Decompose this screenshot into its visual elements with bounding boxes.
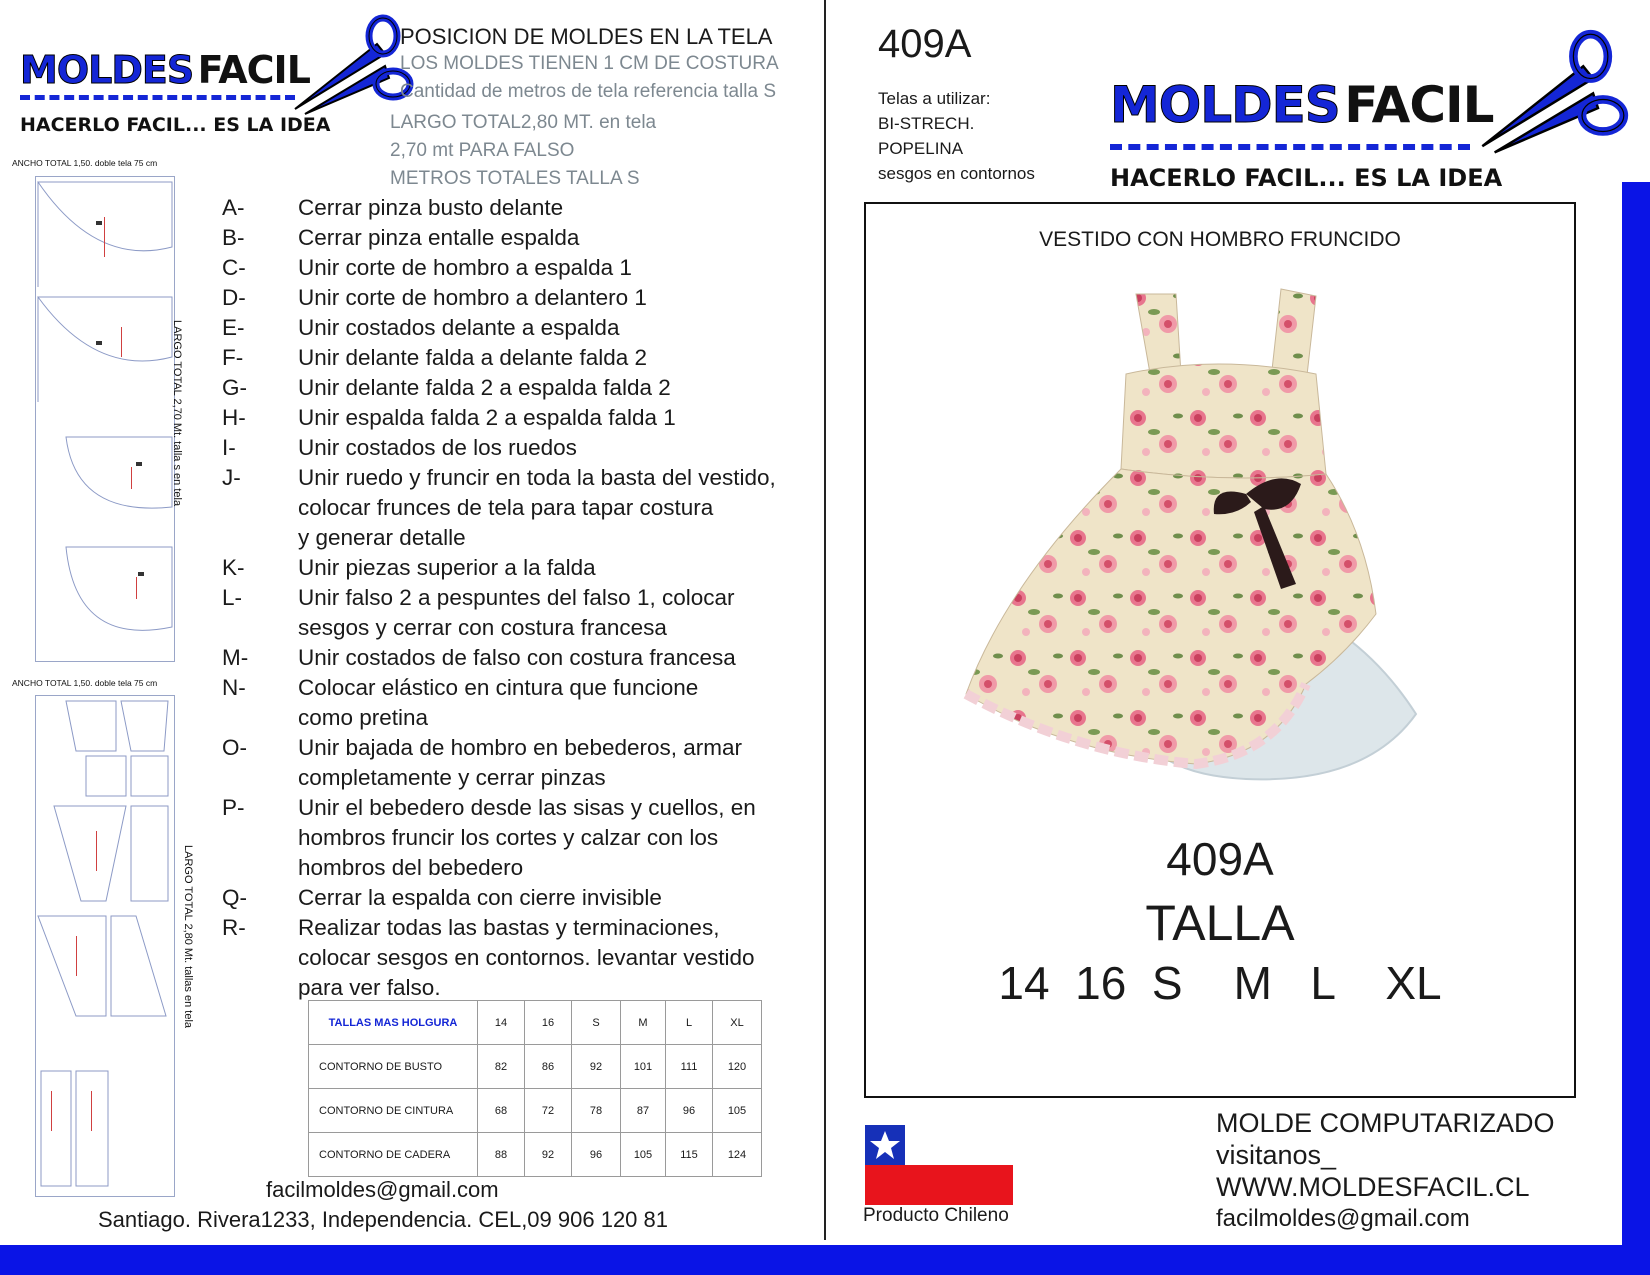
assembly-step bbox=[222, 883, 802, 913]
info-reference: Cantidad de metros de tela referencia talla S bbox=[400, 81, 776, 102]
assembly-step bbox=[222, 373, 802, 403]
assembly-step bbox=[222, 673, 802, 733]
step-line: Cerrar pinza busto delante bbox=[298, 195, 564, 220]
step-key: N- bbox=[222, 675, 246, 700]
step-key: M- bbox=[222, 645, 249, 670]
footer-computarizado: MOLDE COMPUTARIZADO bbox=[1216, 1108, 1555, 1138]
step-text bbox=[298, 913, 802, 1003]
layout1-width-label: ANCHO TOTAL 1,50. doble tela 75 cm bbox=[12, 158, 158, 168]
measure-value: 111 bbox=[666, 1045, 713, 1089]
size-column-header: XL bbox=[713, 1001, 762, 1045]
step-key: H- bbox=[222, 405, 246, 430]
assembly-step bbox=[222, 553, 802, 583]
step-key: Q- bbox=[222, 885, 247, 910]
pattern-layout-2 bbox=[35, 695, 175, 1197]
step-key: C- bbox=[222, 255, 246, 280]
step-text bbox=[298, 313, 802, 343]
step-text bbox=[298, 463, 802, 553]
contact-email-left: facilmoldes@gmail.com bbox=[266, 1177, 499, 1202]
step-line: Unir espalda falda 2 a espalda falda 1 bbox=[298, 405, 676, 430]
assembly-step bbox=[222, 283, 802, 313]
footer-email[interactable]: facilmoldes@gmail.com bbox=[1216, 1205, 1470, 1232]
origin-label: Producto Chileno bbox=[863, 1205, 1009, 1226]
measure-label: CONTORNO DE CADERA bbox=[309, 1133, 478, 1177]
assembly-step bbox=[222, 343, 802, 373]
logo-facil-text: FACIL bbox=[197, 48, 310, 92]
size-column-header: 16 bbox=[525, 1001, 572, 1045]
size-column-header: 14 bbox=[478, 1001, 525, 1045]
cover-code: 409A bbox=[1166, 833, 1274, 885]
step-key: B- bbox=[222, 225, 245, 250]
measure-value: 92 bbox=[572, 1045, 621, 1089]
step-key: E- bbox=[222, 315, 245, 340]
pattern-pieces-2 bbox=[36, 696, 174, 1196]
step-line: Unir el bebedero desde las sisas y cuellos, en bbox=[298, 795, 756, 820]
measure-value: 105 bbox=[713, 1089, 762, 1133]
assembly-step bbox=[222, 583, 802, 643]
step-text bbox=[298, 733, 802, 793]
size-column-header: L bbox=[666, 1001, 713, 1045]
pattern-pieces-1 bbox=[36, 177, 174, 661]
size-column-header: M bbox=[621, 1001, 666, 1045]
assembly-step bbox=[222, 253, 802, 283]
assembly-step bbox=[222, 463, 802, 553]
scissors-icon-right bbox=[1470, 27, 1630, 167]
measure-value: 82 bbox=[478, 1045, 525, 1089]
measure-value: 124 bbox=[713, 1133, 762, 1177]
step-text bbox=[298, 643, 802, 673]
fabrics-info bbox=[878, 86, 1035, 186]
step-line: completamente y cerrar pinzas bbox=[298, 765, 606, 790]
step-line: Unir corte de hombro a espalda 1 bbox=[298, 255, 632, 280]
size-table-header-row bbox=[309, 1001, 762, 1045]
size-column-header: S bbox=[572, 1001, 621, 1045]
table-row bbox=[309, 1089, 762, 1133]
step-line: Unir corte de hombro a delantero 1 bbox=[298, 285, 647, 310]
measure-value: 72 bbox=[525, 1089, 572, 1133]
step-key: O- bbox=[222, 735, 247, 760]
fabric-2: POPELINA bbox=[878, 139, 964, 158]
info-lining: 2,70 mt PARA FALSO bbox=[390, 140, 575, 161]
scissors-icon bbox=[285, 14, 415, 124]
assembly-step bbox=[222, 913, 802, 1003]
layout-title: POSICION DE MOLDES EN LA TELA bbox=[400, 24, 773, 49]
cover-title: VESTIDO CON HOMBRO FRUNCIDO bbox=[1039, 228, 1401, 251]
tagline-right: HACERLO FACIL... ES LA IDEA bbox=[1110, 164, 1503, 192]
bottom-accent-bar bbox=[0, 1245, 1650, 1275]
step-text bbox=[298, 433, 802, 463]
step-line: Realizar todas las bastas y terminaciones, bbox=[298, 915, 720, 940]
right-accent-bar bbox=[1622, 182, 1650, 1245]
info-length: LARGO TOTAL2,80 MT. en tela bbox=[390, 112, 657, 133]
measure-value: 96 bbox=[666, 1089, 713, 1133]
measure-value: 88 bbox=[478, 1133, 525, 1177]
cover-frame bbox=[864, 202, 1576, 1098]
layout2-width-label: ANCHO TOTAL 1,50. doble tela 75 cm bbox=[12, 678, 158, 688]
measure-value: 86 bbox=[525, 1045, 572, 1089]
step-line: Unir costados de falso con costura francesa bbox=[298, 645, 736, 670]
measure-value: 115 bbox=[666, 1133, 713, 1177]
logo-dash-line-right bbox=[1110, 144, 1470, 150]
step-line: Unir delante falda a delante falda 2 bbox=[298, 345, 648, 370]
step-text bbox=[298, 223, 802, 253]
assembly-step bbox=[222, 403, 802, 433]
step-text bbox=[298, 793, 802, 883]
table-row bbox=[309, 1133, 762, 1177]
step-key: L- bbox=[222, 585, 243, 610]
assembly-step bbox=[222, 433, 802, 463]
pattern-code: 409A bbox=[878, 22, 972, 66]
assembly-step bbox=[222, 313, 802, 343]
measure-value: 78 bbox=[572, 1089, 621, 1133]
step-text bbox=[298, 193, 802, 223]
table-row bbox=[309, 1045, 762, 1089]
measure-value: 120 bbox=[713, 1045, 762, 1089]
step-line: Unir ruedo y fruncir en toda la basta del vestido, bbox=[298, 465, 776, 490]
step-line: Unir delante falda 2 a espalda falda 2 bbox=[298, 375, 671, 400]
step-line: para ver falso. bbox=[298, 975, 441, 1000]
cover-sizes: 14 16 S M L XL bbox=[998, 957, 1442, 1009]
fabric-1: BI-STRECH. bbox=[878, 114, 975, 133]
step-line: colocar frunces de tela para tapar costura bbox=[298, 495, 714, 520]
page-divider bbox=[824, 0, 826, 1240]
step-line: colocar sesgos en contornos. levantar vestido bbox=[298, 945, 755, 970]
fabric-3: sesgos en contornos bbox=[878, 164, 1035, 183]
footer-visit: visitanos_ bbox=[1216, 1140, 1337, 1170]
pattern-layout-1 bbox=[35, 176, 175, 662]
step-line: sesgos y cerrar con costura francesa bbox=[298, 615, 667, 640]
step-key: F- bbox=[222, 345, 244, 370]
footer-website[interactable]: WWW.MOLDESFACIL.CL bbox=[1216, 1172, 1530, 1202]
step-key: A- bbox=[222, 195, 245, 220]
assembly-step bbox=[222, 193, 802, 223]
step-text bbox=[298, 283, 802, 313]
assembly-step bbox=[222, 793, 802, 883]
measure-value: 96 bbox=[572, 1133, 621, 1177]
step-key: I- bbox=[222, 435, 236, 460]
measure-value: 68 bbox=[478, 1089, 525, 1133]
info-total: METROS TOTALES TALLA S bbox=[390, 168, 640, 189]
step-text bbox=[298, 343, 802, 373]
measure-value: 105 bbox=[621, 1133, 666, 1177]
step-key: G- bbox=[222, 375, 247, 400]
step-line: Colocar elástico en cintura que funcione bbox=[298, 675, 699, 700]
size-table bbox=[308, 1000, 762, 1177]
contact-address: Santiago. Rivera1233, Independencia. CEL,09 906 120 81 bbox=[98, 1207, 668, 1232]
measure-value: 92 bbox=[525, 1133, 572, 1177]
measure-value: 87 bbox=[621, 1089, 666, 1133]
logo-moldes-text: MOLDES bbox=[20, 48, 194, 92]
cover-talla: TALLA bbox=[1145, 895, 1295, 951]
step-line: Cerrar pinza entalle espalda bbox=[298, 225, 580, 250]
step-key: R- bbox=[222, 915, 246, 940]
step-key: K- bbox=[222, 555, 245, 580]
tagline-left: HACERLO FACIL... ES LA IDEA bbox=[20, 114, 331, 136]
step-key: P- bbox=[222, 795, 245, 820]
step-line: Unir falso 2 a pespuntes del falso 1, colocar bbox=[298, 585, 735, 610]
footer-info bbox=[1216, 1107, 1555, 1235]
logo-right bbox=[1110, 72, 1630, 162]
logo-left bbox=[20, 42, 400, 117]
layout2-length-label: LARGO TOTAL 2,80 Mt. tallas en tela bbox=[182, 845, 194, 1029]
step-text bbox=[298, 583, 802, 643]
logo-facil-text-right: FACIL bbox=[1344, 76, 1494, 134]
step-line: como pretina bbox=[298, 705, 429, 730]
step-text bbox=[298, 553, 802, 583]
step-text bbox=[298, 883, 802, 913]
step-text bbox=[298, 373, 802, 403]
info-seam: LOS MOLDES TIENEN 1 CM DE COSTURA bbox=[400, 53, 779, 74]
step-line: Unir costados de los ruedos bbox=[298, 435, 577, 460]
logo-dash-line bbox=[20, 95, 295, 100]
step-line: Unir piezas superior a la falda bbox=[298, 555, 596, 580]
step-key: D- bbox=[222, 285, 246, 310]
assembly-step bbox=[222, 223, 802, 253]
step-text bbox=[298, 403, 802, 433]
measure-label: CONTORNO DE BUSTO bbox=[309, 1045, 478, 1089]
step-text bbox=[298, 673, 802, 733]
assembly-step bbox=[222, 643, 802, 673]
step-line: hombros fruncir los cortes y calzar con los bbox=[298, 825, 719, 850]
fabrics-title: Telas a utilizar: bbox=[878, 89, 991, 108]
measure-label: CONTORNO DE CINTURA bbox=[309, 1089, 478, 1133]
step-line: hombros del bebedero bbox=[298, 855, 524, 880]
dress-illustration bbox=[946, 284, 1506, 824]
layout1-length-label: LARGO TOTAL 2,70 Mt. talla s en tela bbox=[171, 320, 183, 507]
step-key: J- bbox=[222, 465, 241, 490]
step-line: y generar detalle bbox=[298, 525, 466, 550]
assembly-steps bbox=[222, 193, 802, 1003]
step-line: Cerrar la espalda con cierre invisible bbox=[298, 885, 662, 910]
size-table-header: TALLAS MAS HOLGURA bbox=[309, 1001, 478, 1045]
step-line: Unir costados delante a espalda bbox=[298, 315, 620, 340]
chile-flag-icon bbox=[865, 1125, 1013, 1205]
step-text bbox=[298, 253, 802, 283]
step-line: Unir bajada de hombro en bebederos, armar bbox=[298, 735, 743, 760]
logo-moldes-text-right: MOLDES bbox=[1110, 76, 1340, 134]
assembly-step bbox=[222, 733, 802, 793]
measure-value: 101 bbox=[621, 1045, 666, 1089]
